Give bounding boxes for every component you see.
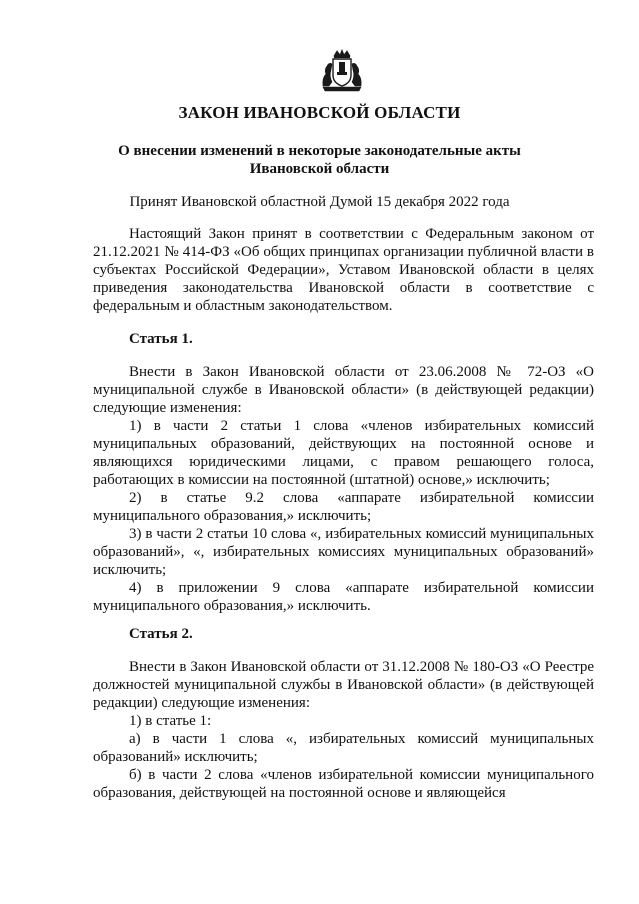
law-subtitle — [100, 142, 539, 178]
article-2-intro: Внести в Закон Ивановской области от 31.12.2008 № 180-ОЗ «О Реестре должностей муниципальной службы в Ивановской области» (в действующей редакции) следующие изменения: — [93, 659, 594, 711]
article-2-heading: Статья 2. — [129, 626, 193, 642]
article-1-item-4: 4) в приложении 9 слова «аппарате избирательной комиссии муниципального образования,» исключить. — [93, 580, 594, 614]
coat-of-arms-icon — [319, 48, 365, 94]
article-1-item-3: 3) в части 2 статьи 10 слова «, избирательных комиссий муниципальных образований», «, избирательных комиссиях муниципальных образований» исключить; — [93, 526, 594, 578]
article-1-item-1: 1) в части 2 статьи 1 слова «членов избирательных комиссий муниципальных образований, действующих на постоянной основе и являющихся юридическими лицами, с правом решающего голоса, работающих в комиссии на постоянной (штатной) основе,» исключить; — [93, 418, 594, 488]
article-1-heading: Статья 1. — [129, 331, 193, 347]
article-2-item-1: 1) в статье 1: — [129, 713, 212, 729]
law-subtitle-line-1: О внесении изменений в некоторые законодательные акты — [118, 143, 521, 159]
article-2-item-1b: б) в части 2 слова «членов избирательной комиссии муниципального образования, действующей на постоянной основе и являющейся — [93, 767, 594, 801]
adoption-line: Принят Ивановской областной Думой 15 декабря 2022 года — [129, 194, 510, 210]
law-subtitle-line-2: Ивановской области — [249, 161, 390, 177]
law-title: ЗАКОН ИВАНОВСКОЙ ОБЛАСТИ — [178, 103, 461, 122]
article-2-item-1a: а) в части 1 слова «, избирательных комиссий муниципальных образований» исключить; — [93, 731, 594, 765]
article-1-item-2: 2) в статье 9.2 слова «аппарате избирательной комиссии муниципального образования,» исключить; — [93, 490, 594, 524]
preamble-paragraph: Настоящий Закон принят в соответствии с Федеральным законом от 21.12.2021 № 414-ФЗ «Об общих принципах организации публичной власти в субъектах Российской Федерации», Уставом Ивановской области в целях приведения законодательства Ивановской области в соответствие с федеральным и областным законодательством. — [93, 226, 594, 314]
article-1-intro: Внести в Закон Ивановской области от 23.06.2008 № 72-ОЗ «О муниципальной службе в Ивановской области» (в действующей редакции) следующие изменения: — [93, 364, 594, 416]
